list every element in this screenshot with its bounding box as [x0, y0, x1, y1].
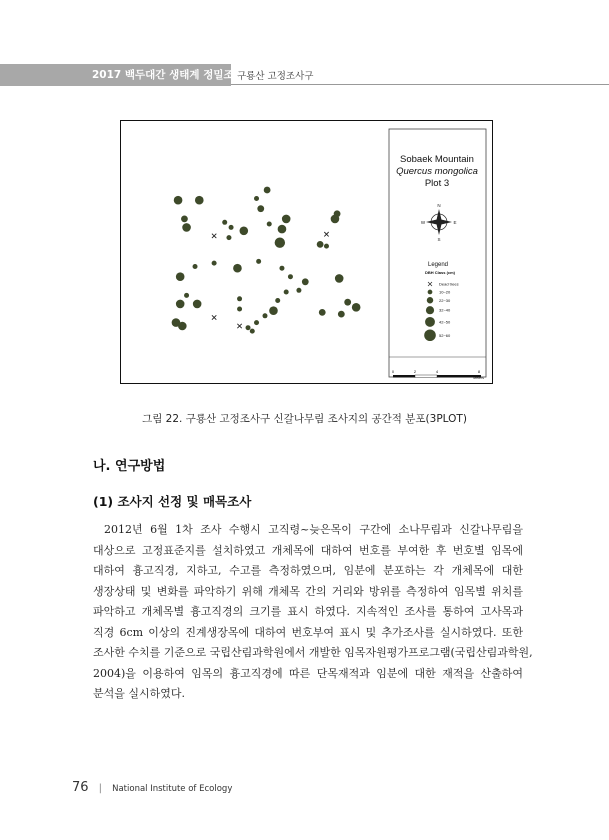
tree-point	[282, 215, 291, 224]
tree-point	[338, 311, 345, 318]
body-line: 2012년 6월 1차 조사 수행시 고직령~늦은목이 구간에 소나무림과 신갈나무림을	[104, 523, 523, 536]
body-line: 조사한 수치를 기준으로 국립산림과학원에서 개발한 임목자원평가프로그램(국립산림과학원,	[93, 646, 533, 659]
section-heading: 나. 연구방법	[93, 459, 166, 474]
body-line: 파악하고 개체목별 흉고직경의 크기를 표시 하였다. 지속적인 조사를 통하여 고사목과	[93, 605, 523, 618]
tree-point	[246, 325, 251, 330]
body-line: 대상으로 고정표준지를 설치하였고 개체목에 대하여 번호를 부여한 후 번호별 임목에	[93, 543, 523, 557]
tree-point	[193, 300, 202, 309]
tree-point	[256, 259, 261, 264]
tree-point	[178, 322, 187, 331]
tree-point	[181, 216, 188, 223]
tree-point	[182, 223, 191, 232]
body-paragraph	[93, 520, 533, 705]
legend-circle-symbol	[427, 297, 433, 303]
tree-point	[233, 264, 242, 273]
tree-point	[176, 272, 185, 281]
legend-label: 42~50	[439, 319, 451, 325]
dead-tree-marker	[324, 232, 328, 236]
scale-tick-label: 2	[413, 369, 417, 374]
tree-point	[288, 274, 293, 279]
tree-point	[324, 244, 329, 249]
compass-s: S	[437, 237, 441, 242]
header-rule	[231, 84, 609, 85]
tree-point	[275, 238, 285, 248]
legend-label: Dead trees	[439, 281, 459, 287]
footer-organization: National Institute of Ecology	[112, 784, 233, 794]
tree-point	[344, 299, 351, 306]
tree-point	[240, 227, 249, 236]
header-series-title: 2017 백두대간 생태계 정밀조사	[92, 69, 244, 81]
tree-distribution-map	[120, 120, 493, 384]
legend-circle-symbol	[426, 306, 434, 314]
tree-point	[229, 225, 234, 230]
tree-point	[176, 300, 185, 309]
legend-label: 32~40	[439, 307, 451, 313]
scale-tick-label: 8	[477, 369, 481, 374]
page-footer	[72, 776, 232, 795]
dead-tree-marker	[212, 315, 216, 319]
tree-point	[257, 205, 264, 212]
compass-w: W	[420, 220, 426, 225]
running-header	[0, 64, 609, 86]
legend-label: 10~20	[439, 289, 451, 295]
body-line: 2004)을 이용하여 임목의 흉고직경에 따른 단목재적과 임분에 대한 재적을 산출하여	[93, 666, 523, 680]
tree-point	[284, 290, 289, 295]
legend-label: 52~60	[439, 332, 451, 338]
tree-point	[317, 241, 324, 248]
tree-point	[254, 196, 259, 201]
tree-point	[254, 320, 259, 325]
tree-point	[193, 264, 198, 269]
body-line: 생장상태 및 변화를 파악하기 위해 개체목 간의 거리와 방위를 측정하여 임목별 위치를	[93, 584, 523, 598]
page-number: 76	[72, 780, 89, 795]
legend-label: 22~30	[439, 297, 451, 303]
dead-tree-marker	[212, 234, 216, 238]
tree-point	[264, 187, 271, 194]
species-name: Quercus mongolica	[396, 166, 478, 177]
tree-point	[296, 288, 301, 293]
footer-separator: |	[98, 783, 103, 794]
map-title: Sobaek Mountain	[400, 154, 474, 165]
tree-point	[263, 313, 268, 318]
body-line: 대하여 흉고직경, 지하고, 수고를 측정하였으며, 임분에 분포하는 각 개체목에 대한	[93, 564, 523, 577]
figure-caption: 그림 22. 구룡산 고정조사구 신갈나무림 조사지의 공간적 분포(3PLOT)	[142, 413, 467, 425]
tree-point	[195, 196, 204, 205]
tree-points-layer	[172, 187, 361, 334]
legend-circle-symbol	[424, 329, 436, 341]
map-canvas	[121, 121, 494, 385]
subsection-heading: (1) 조사지 선정 및 매목조사	[93, 494, 252, 509]
compass-e: E	[453, 220, 457, 225]
tree-point	[226, 235, 231, 240]
tree-point	[267, 222, 272, 227]
legend-panel	[389, 129, 486, 380]
tree-point	[335, 274, 344, 283]
tree-point	[334, 210, 341, 217]
legend-circle-symbol	[428, 290, 433, 295]
legend-title: Legend	[428, 262, 449, 268]
tree-point	[250, 329, 255, 334]
scale-tick-label: 0	[391, 369, 395, 374]
body-line: 직경 6cm 이상의 진계생장목에 대하여 번호부여 표시 및 추가조사를 실시하였다. 또한	[93, 625, 523, 639]
tree-point	[352, 303, 361, 312]
tree-point	[184, 293, 189, 298]
compass-n: N	[437, 203, 441, 208]
legend-subtitle: DBH Class (cm)	[425, 270, 456, 275]
plot-label: Plot 3	[424, 178, 450, 189]
tree-point	[237, 296, 242, 301]
tree-point	[237, 307, 242, 312]
scale-unit: Meters	[473, 376, 484, 380]
header-doc-title: 구룡산 고정조사구	[237, 71, 314, 82]
legend-circle-symbol	[425, 317, 435, 327]
tree-point	[269, 306, 278, 315]
tree-point	[279, 266, 284, 271]
tree-point	[319, 309, 326, 316]
dead-tree-marker	[237, 324, 241, 328]
tree-point	[212, 261, 217, 266]
tree-point	[174, 196, 183, 205]
scale-tick-label: 4	[435, 369, 439, 374]
body-line: 분석을 실시하였다.	[93, 687, 186, 700]
tree-point	[302, 278, 309, 285]
tree-point	[275, 298, 280, 303]
tree-point	[222, 220, 227, 225]
header-tab	[0, 64, 244, 86]
tree-point	[278, 225, 287, 234]
